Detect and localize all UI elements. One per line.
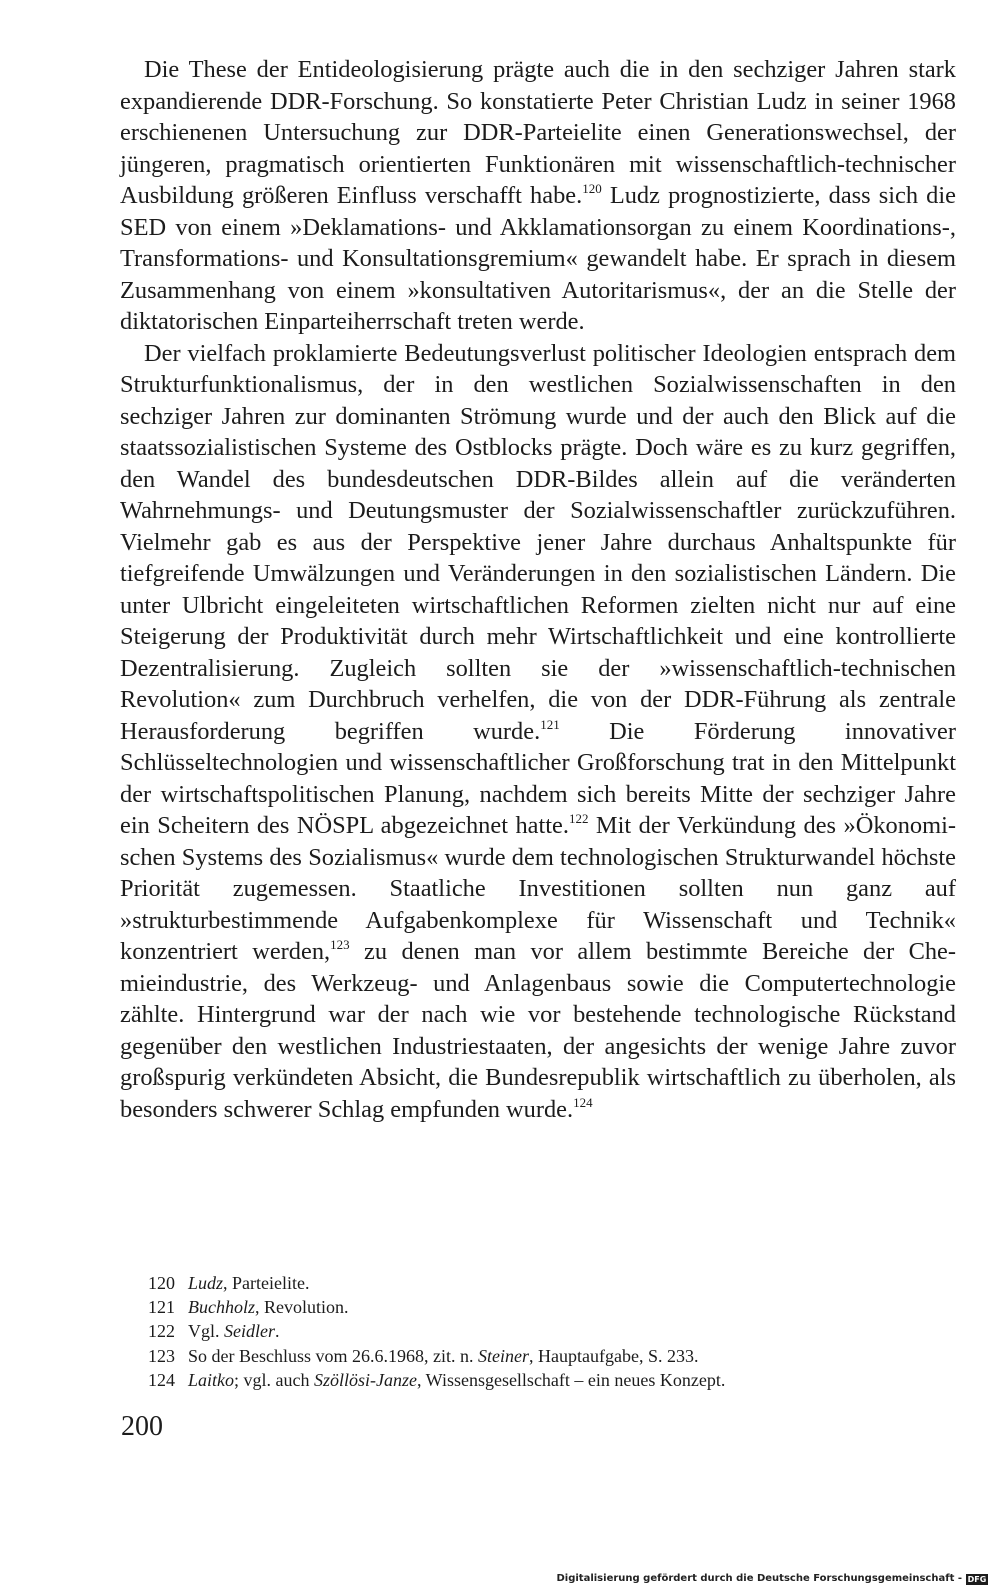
paragraph-text: Mit der Verkündung des »Ökonomischen Systems des Sozialismus« wurde dem technologischen Strukturwandel höchste Priorität zugemessen. Staatliche Investitionen sollten nun ganz auf »strukturbestimmende Aufgabenkomplexe für Wissenschaft und Technik« konzentriert werden, (120, 812, 956, 965)
footnote-ref: 123 (330, 937, 350, 952)
paragraph-text: zu denen man vor allem bestimmte Bereiche der Chemieindustrie, des Werkzeug- und Anlagenbaus sowie die Computertechnologie zählte. Hintergrund war der nach wie vor bestehende technologische Rückstand gegenüber den westlichen Industriestaaten, der angesichts der wenige Jahre zuvor großspurig verkündeten Absicht, die Bundesrepublik wirtschaftlich zu überholen, als besonders schwerer Schlag empfunden wurde. (120, 938, 957, 1123)
footnote-author: Buchholz (188, 1297, 255, 1318)
footnote-text: ; vgl. auch (234, 1369, 314, 1390)
footnote-text: , Parteielite. (223, 1273, 310, 1293)
dfg-logo: DFG (967, 1575, 987, 1584)
paragraph (120, 54, 956, 338)
footnote-author: Steiner (478, 1345, 529, 1366)
footnote-number: 122 (148, 1321, 175, 1342)
footnote-ref: 120 (582, 181, 602, 196)
digitization-credit: Digitalisierung gefördert durch die Deutsche Forschungsgemeinschaft - (556, 1573, 962, 1584)
footnote-ref: 124 (573, 1094, 593, 1110)
footnote-number: 120 (148, 1273, 175, 1293)
footnote (148, 1271, 948, 1295)
footnote-author: Ludz (188, 1273, 224, 1293)
footnote-author: Laitko (188, 1369, 235, 1390)
footnote-text: . (275, 1321, 280, 1342)
footnote-text: , Revolution. (255, 1297, 349, 1318)
footnote-number: 124 (148, 1369, 175, 1390)
paragraph-text: Die Förderung innovativer Schlüsseltechnologien und wissenschaftlicher Großforschung trat in den Mittelpunkt der wirtschaftspolitischen Planung, nachdem sich bereits Mitte der sechziger Jahre ein Scheitern des NÖSPL abgezeichnet hatte. (120, 717, 957, 839)
footnotes (148, 1271, 948, 1392)
footnote-author: Szöllösi-Janze (314, 1369, 417, 1390)
footnote-ref: 122 (568, 811, 589, 826)
footnote (148, 1368, 948, 1392)
footnote-ref: 121 (540, 716, 560, 732)
footnote-author: Seidler (224, 1321, 275, 1342)
footnote-number: 123 (148, 1345, 175, 1366)
paragraph-text: Die These der Entideologisierung prägte auch die in den sechziger Jahren stark expandierende DDR-Forschung. So konstatierte Peter Christian Ludz in seiner 1968 erschienenen Untersuchung zur DDR-Parteielite einen Generationswechsel, der jüngeren, pragmatisch orientierten Funktionären mit wissenschaftlich-technischer Ausbildung größeren Einfluss verschafft habe. (120, 56, 956, 209)
footnote-text: So der Beschluss vom 26.6.1968, zit. n. (188, 1345, 478, 1366)
page-number: 200 (121, 1411, 163, 1442)
paragraph (120, 338, 956, 1126)
footnote-text: , Wissensgesellschaft – ein neues Konzept. (417, 1369, 726, 1390)
footnote-text: , Hauptaufgabe, S. 233. (529, 1345, 699, 1366)
footnote-number: 121 (148, 1297, 175, 1318)
footnote-text: Vgl. (188, 1321, 224, 1342)
main-text (120, 54, 956, 1125)
paragraph-text: Ludz prognostizierte, dass sich die SED von einem »Deklamations- und Akklamationsorgan zu einem Koordinations-, Transformations- und Konsultationsgremium« gewandelt habe. Er sprach in diesem Zusammenhang von einem »konsultativen Autoritarismus«, der an die Stelle der diktatorischen Einparteiherrschaft treten werde. (120, 182, 956, 335)
footnote (148, 1344, 948, 1368)
footnote (148, 1319, 948, 1343)
footnote (148, 1295, 948, 1319)
paragraph-text: Der vielfach proklamierte Bedeutungsverlust politischer Ideologien entsprach dem Strukturfunktionalismus, der in den westlichen Sozialwissenschaften in den sechziger Jahren zur dominanten Strömung wurde und der auch den Blick auf die staatssozialistischen Systeme des Ostblocks prägte. Doch wäre es zu kurz gegriffen, den Wandel des bundesdeutschen DDR-Bildes allein auf die veränderten Wahrnehmungs- und Deutungsmuster der Sozialwissenschaftler zurückzuführen. Vielmehr gab es aus der Perspektive jener Jahre durchaus Anhaltspunkte für tiefgreifende Umwälzungen und Veränderungen in den sozialistischen Ländern. Die unter Ulbricht eingeleiteten wirtschaftlichen Reformen zielten nicht nur auf eine Steigerung der Produktivität durch mehr Wirtschaftlichkeit und eine kontrollierte Dezentralisierung. Zugleich sollten sie der »wissenschaftlich-technischen Revolution« zum Durchbruch verhelfen, die von der DDR-Führung als zentrale Herausforderung begriffen wurde. (120, 339, 956, 745)
